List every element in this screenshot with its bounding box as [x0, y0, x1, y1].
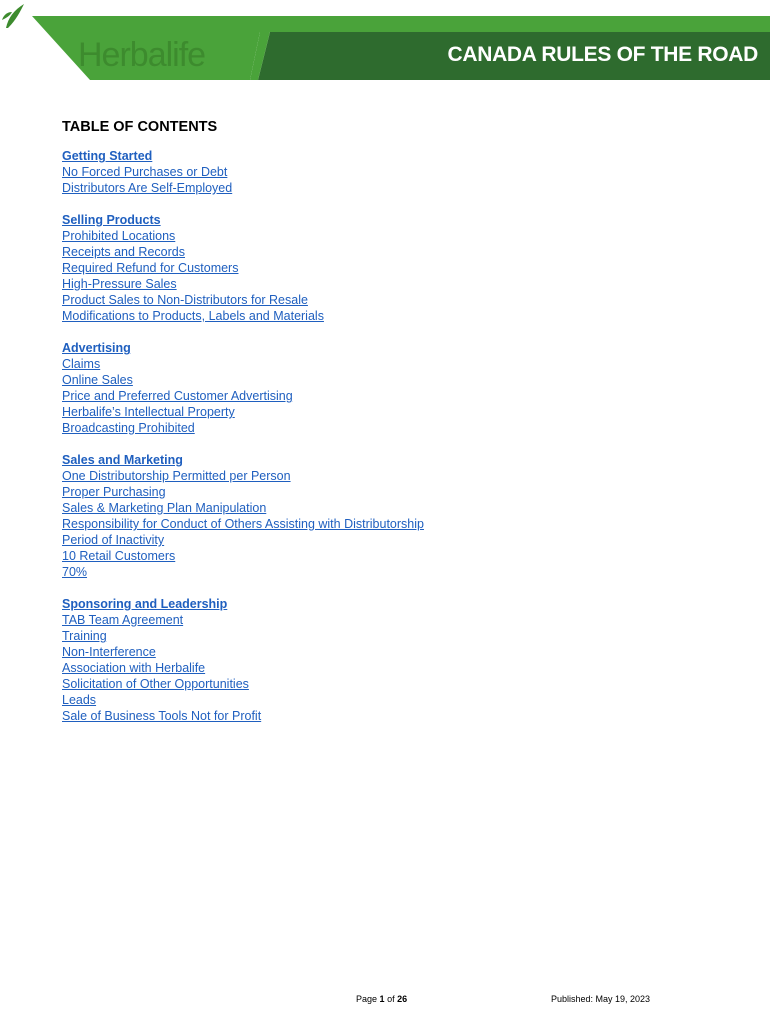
- toc-item-link[interactable]: Leads: [62, 693, 97, 707]
- toc-section: [62, 452, 662, 580]
- page-footer: [0, 994, 770, 1008]
- toc-item-link[interactable]: TAB Team Agreement: [62, 613, 184, 627]
- document-title: CANADA RULES OF THE ROAD: [447, 43, 758, 66]
- herbalife-logo: Herbalife: [78, 36, 206, 74]
- toc-item-link[interactable]: 70%: [62, 565, 88, 579]
- toc-section: [62, 596, 662, 724]
- toc-heading: TABLE OF CONTENTS: [62, 119, 218, 135]
- toc-section-title-link[interactable]: Sponsoring and Leadership: [62, 597, 228, 611]
- toc-item-link[interactable]: Product Sales to Non-Distributors for Resale: [62, 293, 308, 307]
- toc-item-link[interactable]: Sales & Marketing Plan Manipulation: [62, 501, 267, 515]
- toc-item-link[interactable]: Training: [62, 629, 107, 643]
- toc-item-link[interactable]: Non-Interference: [62, 645, 156, 659]
- toc-item-link[interactable]: Responsibility for Conduct of Others Assisting with Distributorship: [62, 517, 424, 531]
- toc-section-title-link[interactable]: Getting Started: [62, 149, 153, 163]
- toc-item-link[interactable]: Online Sales: [62, 373, 133, 387]
- toc-section-title-link[interactable]: Sales and Marketing: [62, 453, 183, 467]
- toc-item-link[interactable]: 10 Retail Customers: [62, 549, 176, 563]
- toc-item-link[interactable]: Modifications to Products, Labels and Materials: [62, 309, 324, 323]
- page-header: [0, 0, 770, 100]
- toc-item-link[interactable]: Broadcasting Prohibited: [62, 421, 195, 435]
- table-of-contents: [62, 118, 662, 740]
- toc-item-link[interactable]: Proper Purchasing: [62, 485, 166, 499]
- toc-section: [62, 212, 662, 324]
- toc-item-link[interactable]: Required Refund for Customers: [62, 261, 239, 275]
- leaf-icon: [0, 0, 30, 34]
- toc-section: [62, 148, 662, 196]
- toc-item-link[interactable]: Solicitation of Other Opportunities: [62, 677, 249, 691]
- toc-item-link[interactable]: Herbalife’s Intellectual Property: [62, 405, 235, 419]
- toc-sections: [62, 148, 662, 724]
- toc-item-link[interactable]: Association with Herbalife: [62, 661, 206, 675]
- toc-item-link[interactable]: Sale of Business Tools Not for Profit: [62, 709, 262, 723]
- toc-item-link[interactable]: High-Pressure Sales: [62, 277, 177, 291]
- toc-item-link[interactable]: Distributors Are Self-Employed: [62, 181, 233, 195]
- toc-section-title-link[interactable]: Advertising: [62, 341, 131, 355]
- page-number: Page 1 of 26: [356, 994, 408, 1004]
- toc-item-link[interactable]: Receipts and Records: [62, 245, 185, 259]
- toc-item-link[interactable]: Claims: [62, 357, 101, 371]
- toc-section: [62, 340, 662, 436]
- toc-item-link[interactable]: No Forced Purchases or Debt: [62, 165, 228, 179]
- toc-item-link[interactable]: Prohibited Locations: [62, 229, 176, 243]
- toc-section-title-link[interactable]: Selling Products: [62, 213, 161, 227]
- toc-item-link[interactable]: One Distributorship Permitted per Person: [62, 469, 291, 483]
- toc-item-link[interactable]: Period of Inactivity: [62, 533, 165, 547]
- published-date: Published: May 19, 2023: [551, 994, 651, 1004]
- toc-item-link[interactable]: Price and Preferred Customer Advertising: [62, 389, 293, 403]
